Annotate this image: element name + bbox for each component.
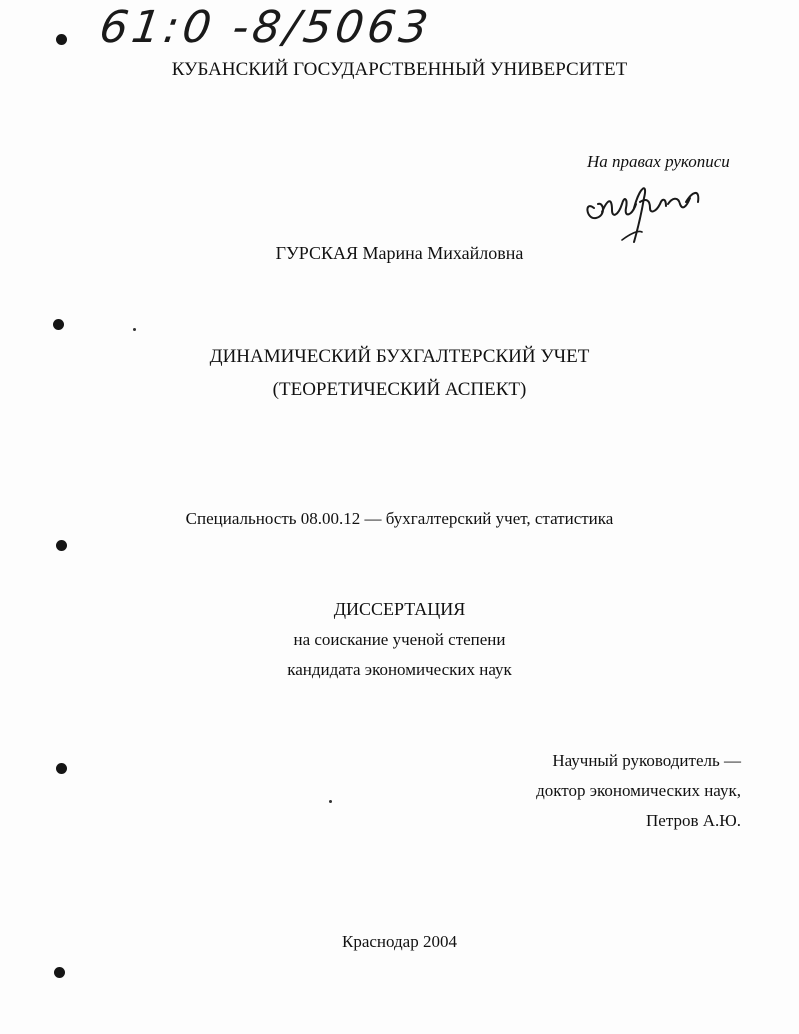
- binding-hole: [54, 967, 65, 978]
- degree-line2: кандидата экономических наук: [287, 660, 512, 679]
- dissertation-heading: ДИССЕРТАЦИЯ: [333, 599, 466, 619]
- scan-speck: [329, 800, 332, 803]
- supervisor-name: Петров А.Ю.: [646, 811, 741, 830]
- binding-hole: [56, 763, 67, 774]
- degree-line1: на соискание ученой степени: [293, 630, 506, 649]
- city-year: Краснодар 2004: [342, 932, 457, 951]
- archive-number: 61:0 -8/5063: [96, 2, 436, 53]
- binding-hole: [56, 34, 67, 45]
- author-name: ГУРСКАЯ Марина Михайловна: [275, 243, 524, 263]
- scan-speck: [133, 328, 136, 331]
- manuscript-note: На правах рукописи: [587, 152, 730, 171]
- binding-hole: [56, 540, 67, 551]
- binding-hole: [53, 319, 64, 330]
- supervisor-degree: доктор экономических наук,: [536, 781, 741, 800]
- specialty: Специальность 08.00.12 — бухгалтерский учет, статистика: [185, 509, 614, 528]
- thesis-title-line1: ДИНАМИЧЕСКИЙ БУХГАЛТЕРСКИЙ УЧЕТ: [209, 346, 590, 367]
- supervisor-label: Научный руководитель —: [552, 751, 741, 770]
- thesis-title-line2: (ТЕОРЕТИЧЕСКИЙ АСПЕКТ): [272, 379, 527, 400]
- university-name: КУБАНСКИЙ ГОСУДАРСТВЕННЫЙ УНИВЕРСИТЕТ: [171, 59, 628, 80]
